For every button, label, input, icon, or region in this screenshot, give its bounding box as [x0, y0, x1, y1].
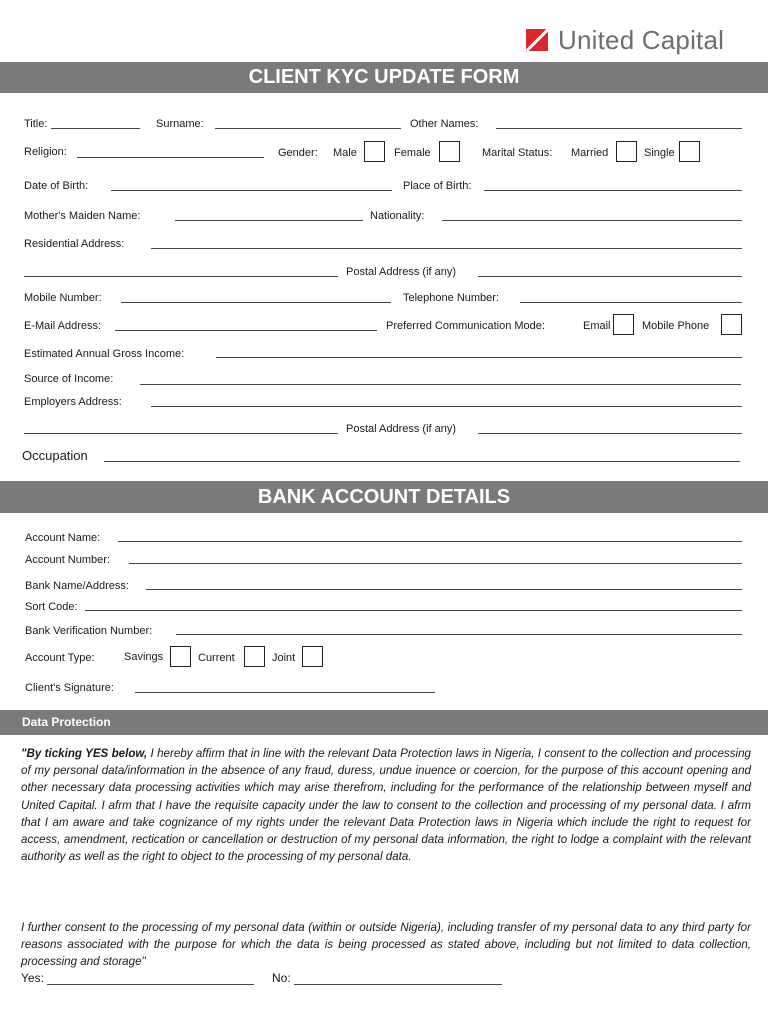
no-label: No: — [272, 971, 291, 985]
source-income-field[interactable] — [140, 384, 741, 385]
place-of-birth-field[interactable] — [484, 190, 742, 191]
bank-name-label: Bank Name/Address: — [25, 580, 129, 592]
female-checkbox[interactable] — [439, 141, 460, 162]
religion-field[interactable] — [77, 157, 264, 158]
logo-mark-icon — [526, 29, 548, 51]
surname-field[interactable] — [215, 128, 401, 129]
nationality-label: Nationality: — [370, 210, 425, 222]
employers-address-line2[interactable] — [24, 433, 338, 434]
telephone-label: Telephone Number: — [403, 292, 500, 304]
consent-body: I hereby affirm that in line with the relevant Data Protection laws in Nigeria, I consent to the collection and processing of my personal data/information in the absence of any fraud, duress, undue inuence or coercion, for the purpose of this account opening and other necessary data processing activities which may arise therefrom, including for the performance of the relationship between myself and United Capital. I afrm that I have the requisite capacity under the law to consent to the collection and processing of my personal data. I afrm that I am aware and take cognizance of my rights under the relevant Data Protection laws in Nigeria which include the right to request for access, amendment, rectication or cancellation or destruction of my personal data information, the right to lodge a complaint with the relevant authority as well as the right to object to the processing of my personal data. — [21, 747, 751, 864]
maiden-name-label: Mother's Maiden Name: — [24, 210, 141, 222]
consent-paragraph-1 — [21, 745, 751, 865]
yes-field[interactable] — [47, 984, 254, 985]
maiden-name-field[interactable] — [175, 220, 363, 221]
account-number-label: Account Number: — [25, 554, 110, 566]
pref-mobile-label: Mobile Phone — [642, 320, 710, 332]
pref-email-checkbox[interactable] — [613, 314, 634, 335]
telephone-field[interactable] — [520, 302, 742, 303]
male-checkbox[interactable] — [364, 141, 385, 162]
sort-code-label: Sort Code: — [25, 601, 78, 613]
single-label: Single — [644, 147, 675, 159]
residential-address-label: Residential Address: — [24, 238, 125, 250]
surname-label: Surname: — [156, 118, 204, 130]
brand-name: United Capital — [558, 24, 725, 55]
no-field[interactable] — [294, 984, 502, 985]
employers-address-field[interactable] — [151, 406, 742, 407]
current-checkbox[interactable] — [244, 646, 265, 667]
joint-checkbox[interactable] — [302, 646, 323, 667]
account-name-label: Account Name: — [25, 532, 101, 544]
consent-paragraph-2: I further consent to the processing of my personal data (within or outside Nigeria), including transfer of my personal data to any third party for reasons associated with the purpose for which the data is being processed as stated above, including but not limited to data collection, processing and storage" — [21, 921, 751, 969]
pref-mobile-checkbox[interactable] — [721, 314, 742, 335]
employer-postal-address-label: Postal Address (if any) — [346, 423, 457, 435]
kyc-form-title: CLIENT KYC UPDATE FORM — [0, 62, 768, 93]
postal-address-field[interactable] — [478, 276, 742, 277]
savings-checkbox[interactable] — [170, 646, 191, 667]
married-checkbox[interactable] — [616, 141, 637, 162]
signature-field[interactable] — [135, 692, 435, 693]
mobile-label: Mobile Number: — [24, 292, 102, 304]
current-label: Current — [198, 652, 235, 664]
religion-label: Religion: — [24, 146, 67, 158]
place-of-birth-label: Place of Birth: — [403, 180, 472, 192]
bank-details-title: BANK ACCOUNT DETAILS — [0, 481, 768, 513]
bank-name-field[interactable] — [146, 589, 742, 590]
gender-label: Gender: — [278, 147, 318, 159]
income-field[interactable] — [216, 357, 742, 358]
female-label: Female — [394, 147, 431, 159]
residential-address-field[interactable] — [151, 248, 742, 249]
pref-mode-label: Preferred Communication Mode: — [386, 320, 545, 332]
bvn-label: Bank Verification Number: — [25, 625, 153, 637]
single-checkbox[interactable] — [679, 141, 700, 162]
male-label: Male — [333, 147, 357, 159]
employer-postal-address-field[interactable] — [478, 433, 742, 434]
email-label: E-Mail Address: — [24, 320, 102, 332]
employers-address-label: Employers Address: — [24, 396, 122, 408]
yes-label: Yes: — [21, 971, 44, 985]
occupation-field[interactable] — [104, 461, 740, 462]
other-names-field[interactable] — [496, 128, 742, 129]
data-protection-bar — [0, 710, 768, 735]
married-label: Married — [571, 147, 609, 159]
occupation-label: Occupation — [22, 448, 88, 463]
consent-lead: "By ticking YES below, — [21, 747, 148, 760]
source-income-label: Source of Income: — [24, 373, 114, 385]
account-type-label: Account Type: — [25, 652, 95, 664]
pref-email-label: Email — [583, 320, 611, 332]
dob-label: Date of Birth: — [24, 180, 89, 192]
account-number-field[interactable] — [129, 563, 742, 564]
residential-address-line2[interactable] — [24, 276, 338, 277]
marital-status-label: Marital Status: — [482, 147, 553, 159]
postal-address-label: Postal Address (if any) — [346, 266, 457, 278]
email-field[interactable] — [115, 330, 377, 331]
mobile-field[interactable] — [121, 302, 391, 303]
signature-label: Client's Signature: — [25, 682, 114, 694]
account-name-field[interactable] — [118, 541, 742, 542]
savings-label: Savings — [124, 651, 164, 663]
dob-field[interactable] — [111, 190, 392, 191]
nationality-field[interactable] — [442, 220, 742, 221]
joint-label: Joint — [272, 652, 296, 664]
sort-code-field[interactable] — [85, 610, 742, 611]
other-names-label: Other Names: — [410, 118, 479, 130]
title-field[interactable] — [51, 128, 140, 129]
income-label: Estimated Annual Gross Income: — [24, 348, 185, 360]
brand-logo — [526, 24, 724, 56]
data-protection-title: Data Protection — [22, 715, 111, 729]
bvn-field[interactable] — [176, 634, 742, 635]
title-label: Title: — [24, 118, 48, 130]
